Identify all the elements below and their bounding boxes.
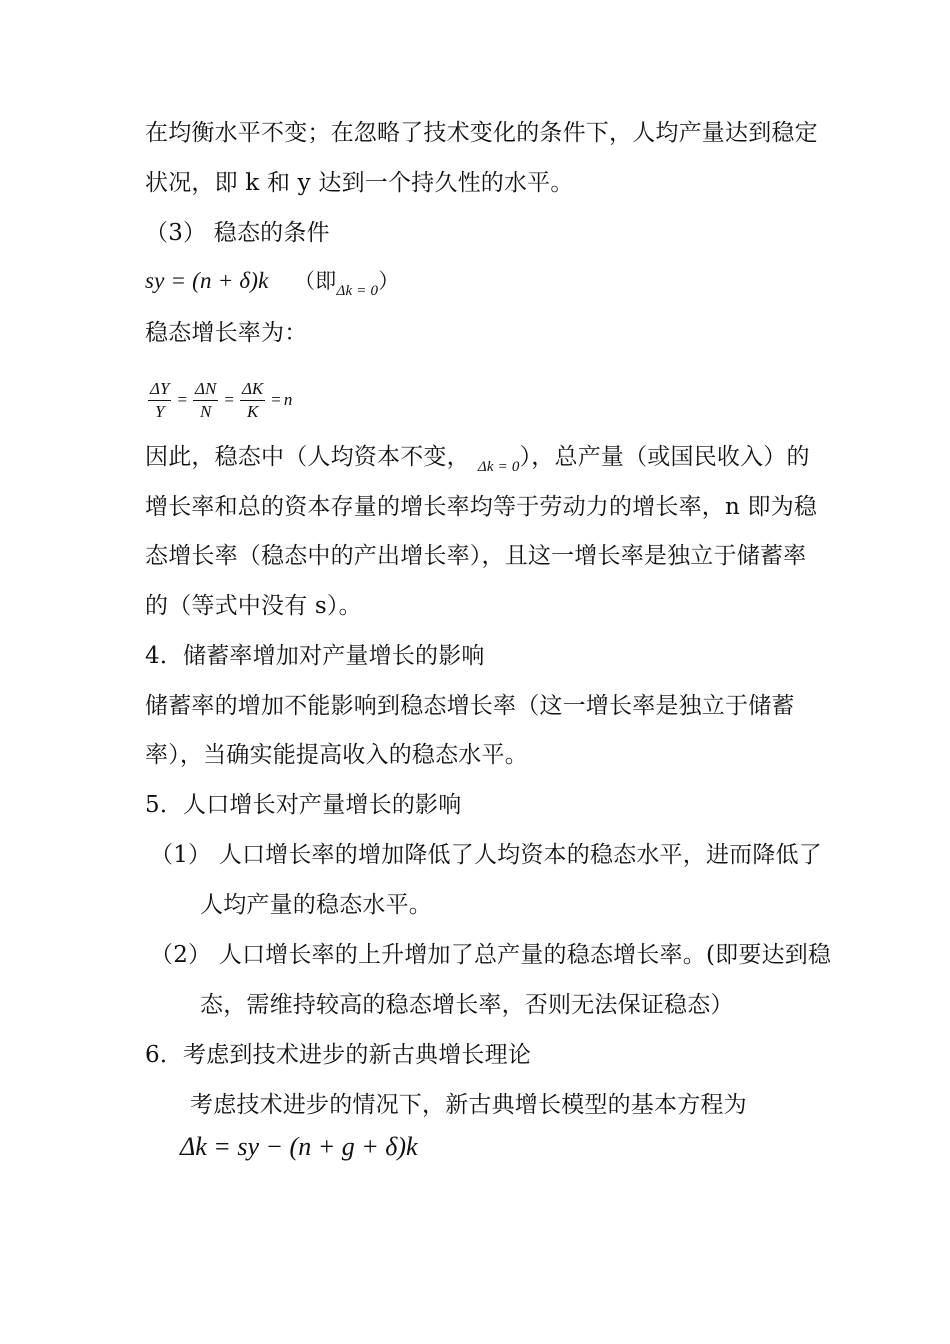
text-line-9: 态增长率（稳态中的产出增长率），且这一增长率是独立于储蓄率 xyxy=(145,543,807,569)
note-open: （即 xyxy=(294,269,337,293)
text-line-7 xyxy=(145,442,810,475)
text-line-13: 率），当确实能提高收入的稳态水平。 xyxy=(145,742,528,768)
frac-num: ΔK xyxy=(240,379,265,401)
technology-growth-equation: Δk = sy − (n + g + δ)k xyxy=(180,1132,418,1161)
rhs-n: n xyxy=(283,390,293,409)
list-item-1-cont: 人均产量的稳态水平。 xyxy=(200,892,432,918)
fraction-k xyxy=(240,379,265,422)
note-sub: Δk = 0 xyxy=(336,283,379,299)
note-close: ） xyxy=(378,269,400,293)
text-line-1: 在均衡水平不变；在忽略了技术变化的条件下，人均产量达到稳定 xyxy=(145,120,818,146)
line7-part-b: ），总产量（或国民收入）的 xyxy=(519,444,810,470)
list-item-2-cont: 态，需维持较高的稳态增长率，否则无法保证稳态） xyxy=(200,992,734,1018)
list-item-2: （2） 人口增长率的上升增加了总产量的稳态增长率。(即要达到稳 xyxy=(150,942,832,968)
text-line-8: 增长率和总的资本存量的增长率均等于劳动力的增长率，n 即为稳 xyxy=(145,494,818,520)
text-line-12: 储蓄率的增加不能影响到稳态增长率（这一增长率是独立于储蓄 xyxy=(145,693,795,719)
frac-num: ΔY xyxy=(148,379,171,401)
frac-den: Y xyxy=(154,401,165,421)
list-item-1: （1） 人口增长率的增加降低了人均资本的稳态水平，进而降低了 xyxy=(150,842,822,868)
formula-sy: sy = (n + δ)k xyxy=(145,268,269,293)
section-heading-3: （3） 稳态的条件 xyxy=(145,220,330,246)
section-heading-6: 6．考虑到技术进步的新古典增长理论 xyxy=(145,1042,532,1068)
steady-growth-label: 稳态增长率为： xyxy=(145,320,308,346)
fraction-y xyxy=(148,379,171,422)
text-line-2: 状况，即 k 和 y 达到一个持久性的水平。 xyxy=(145,170,574,196)
text-line-10: 的（等式中没有 s）。 xyxy=(145,593,362,619)
frac-den: N xyxy=(200,401,212,421)
frac-den: K xyxy=(246,401,259,421)
section-heading-5: 5．人口增长对产量增长的影响 xyxy=(145,792,462,818)
text-line-20: 考虑技术进步的情况下，新古典增长模型的基本方程为 xyxy=(190,1092,747,1118)
line7-part-a: 因此，稳态中（人均资本不变， xyxy=(145,444,470,470)
fraction-n xyxy=(193,379,218,422)
frac-num: ΔN xyxy=(193,379,218,401)
steady-growth-equation: $\frac{\Delta Y}{Y}$ = $\frac{\Delta N}{N}$ = $\frac{\Delta K}{K}$ = n xyxy=(150,378,293,421)
line7-sub: Δk = 0 xyxy=(477,459,520,475)
section-heading-4: 4．储蓄率增加对产量增长的影响 xyxy=(145,643,485,669)
steady-state-condition xyxy=(145,266,399,299)
